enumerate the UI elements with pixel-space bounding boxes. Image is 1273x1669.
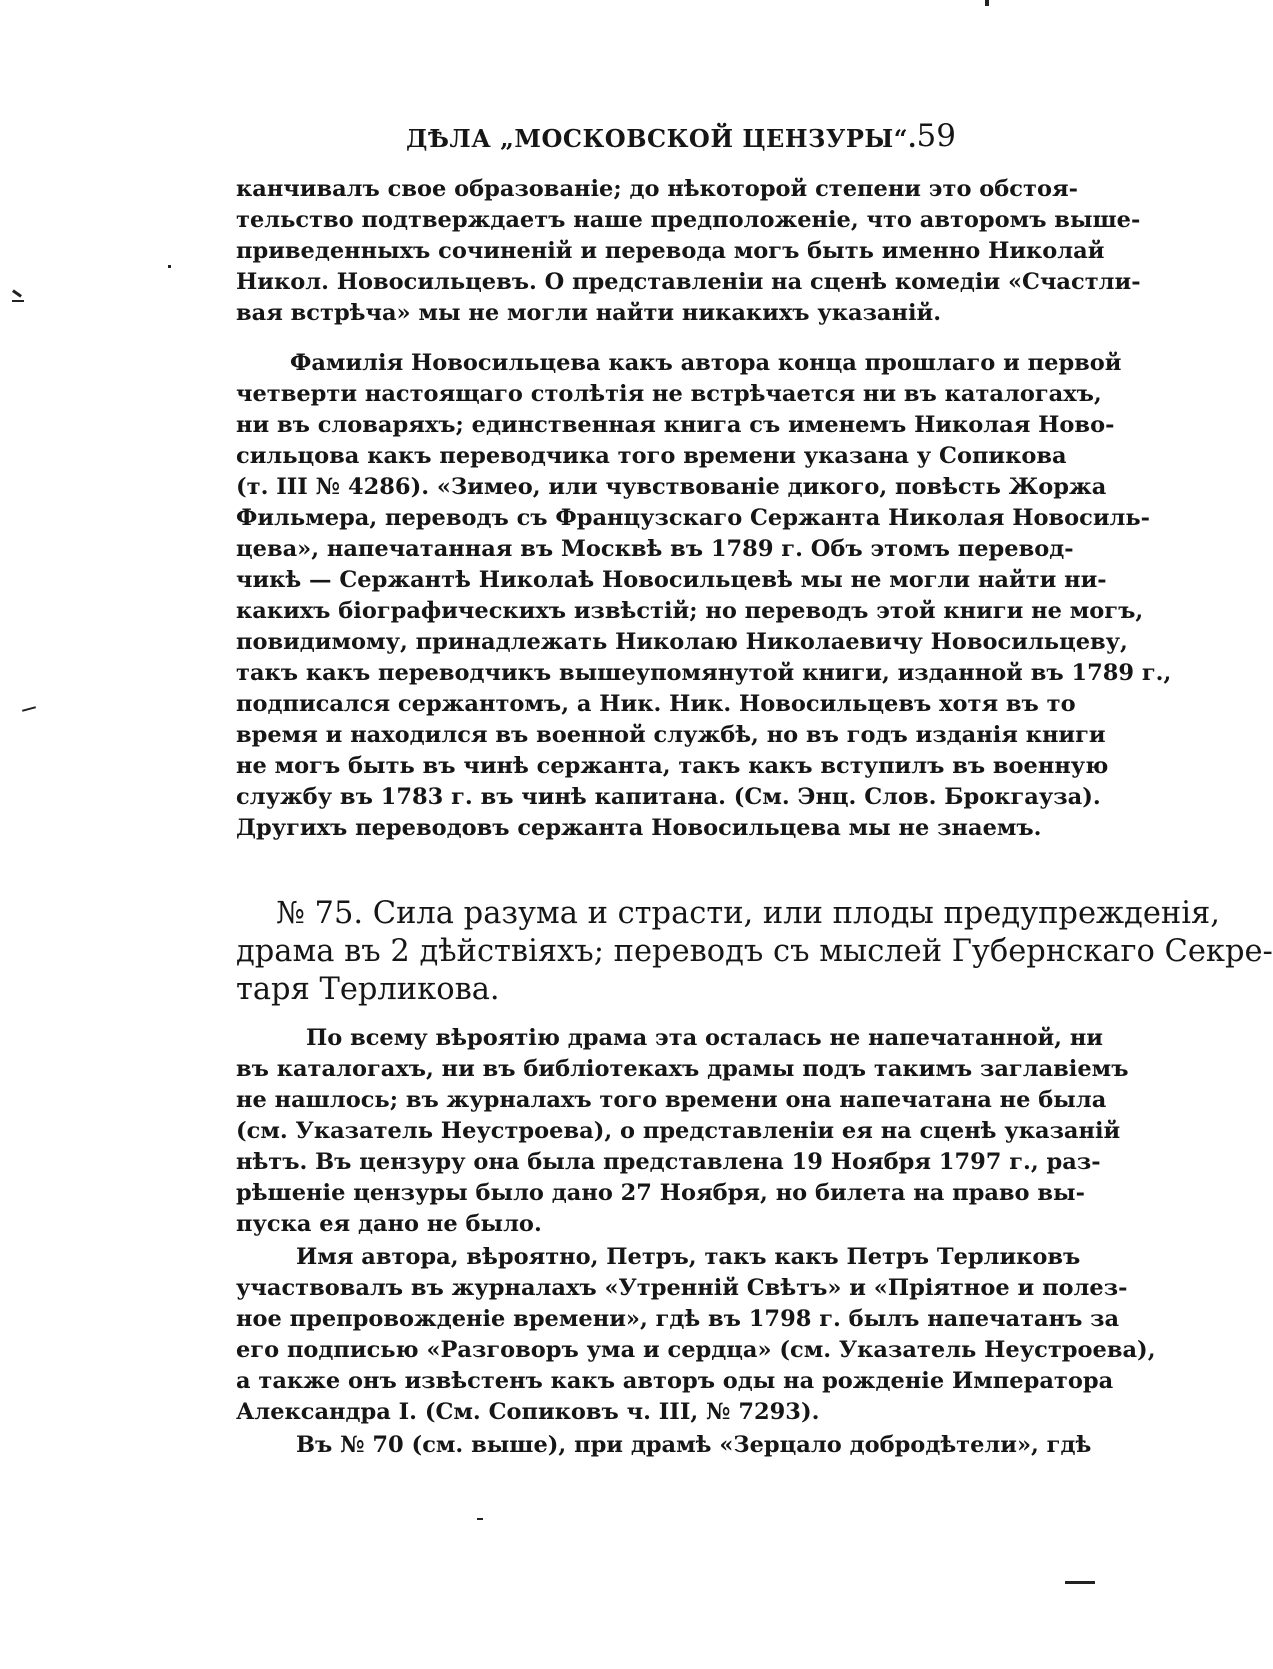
text-line: пуска ея дано не было. [236,1211,542,1237]
scan-mark [12,300,24,302]
text-line: а также онъ извѣстенъ какъ авторъ оды на рожденіе Императора [236,1368,1114,1394]
text-line: канчивалъ свое образованіе; до нѣкоторой степени это обстоя- [236,176,1078,202]
running-title: ДѢЛА „МОСКОВСКОЙ ЦЕНЗУРЫ“. [406,124,917,153]
scan-mark [12,289,22,297]
scan-mark [477,1518,483,1520]
text-line: Имя автора, вѣроятно, Петръ, такъ какъ Петръ Терликовъ [296,1244,1081,1270]
text-line: его подписью «Разговоръ ума и сердца» (см. Указатель Неустроева), [236,1337,1156,1363]
scan-mark [22,706,36,712]
text-line: не нашлось; въ журналахъ того времени она напечатана не была [236,1087,1107,1113]
text-line: въ каталогахъ, ни въ библіотекахъ драмы подъ такимъ заглавіемъ [236,1056,1129,1082]
text-line: Фамилія Новосильцева какъ автора конца прошлаго и первой [290,350,1122,376]
text-line: подписался сержантомъ, а Ник. Ник. Новосильцевъ хотя въ то [236,691,1076,717]
text-line: участвовалъ въ журналахъ «Утренній Свѣтъ» и «Пріятное и полез- [236,1275,1128,1301]
text-line: Въ № 70 (см. выше), при драмѣ «Зерцало добродѣтели», гдѣ [296,1432,1092,1458]
text-line: приведенныхъ сочиненій и перевода могъ быть именно Николай [236,238,1105,264]
text-line: таря Терликова. [236,972,500,1007]
text-line: По всему вѣроятію драма эта осталась не напечатанной, ни [306,1025,1103,1051]
text-line: такъ какъ переводчикъ вышеупомянутой книги, изданной въ 1789 г., [236,660,1172,686]
text-line: рѣшеніе цензуры было дано 27 Ноября, но билета на право вы- [236,1180,1085,1206]
text-line: (см. Указатель Неустроева), о представленіи ея на сценѣ указаній [236,1118,1121,1144]
text-line: Александра I. (См. Сопиковъ ч. III, № 7293). [236,1399,820,1425]
text-line: вая встрѣча» мы не могли найти никакихъ указаній. [236,300,942,326]
text-line: Другихъ переводовъ сержанта Новосильцева мы не знаемъ. [236,815,1042,841]
page-header [236,118,956,162]
text-line: Фильмера, переводъ съ Французскаго Сержанта Николая Новосиль- [236,505,1150,531]
text-line: ное препровожденіе времени», гдѣ въ 1798 г. былъ напечатанъ за [236,1306,1120,1332]
text-line: повидимому, принадлежать Николаю Николаевичу Новосильцеву, [236,629,1128,655]
text-line: время и находился въ военной службѣ, но въ годъ изданія книги [236,722,1106,748]
text-line: драма въ 2 дѣйствіяхъ; переводъ съ мыслей Губернскаго Секре- [236,934,1273,969]
scan-mark [168,265,171,268]
text-line: чикѣ — Сержантѣ Николаѣ Новосильцевѣ мы не могли найти ни- [236,567,1107,593]
text-line: тельство подтверждаетъ наше предположеніе, что авторомъ выше- [236,207,1141,233]
text-line: нѣтъ. Въ цензуру она была представлена 19 Ноября 1797 г., раз- [236,1149,1101,1175]
text-line: Никол. Новосильцевъ. О представленіи на сценѣ комедіи «Счастли- [236,269,1141,295]
text-line: сильцова какъ переводчика того времени указана у Сопикова [236,443,1067,469]
page-number: 59 [916,118,956,154]
text-line: четверти настоящаго столѣтія не встрѣчается ни въ каталогахъ, [236,381,1102,407]
text-line: ни въ словаряхъ; единственная книга съ именемъ Николая Ново- [236,412,1115,438]
text-line: № 75. Сила разума и страсти, или плоды предупрежденія, [276,896,1220,931]
text-line: какихъ біографическихъ извѣстій; но переводъ этой книги не могъ, [236,598,1144,624]
scan-mark [985,0,989,6]
text-line: (т. III № 4286). «Зимео, или чувствованіе дикого, повѣсть Жоржа [236,474,1107,500]
text-line: не могъ быть въ чинѣ сержанта, такъ какъ вступилъ въ военную [236,753,1109,779]
text-line: службу въ 1783 г. въ чинѣ капитана. (См. Энц. Слов. Брокгауза). [236,784,1101,810]
scan-mark [1065,1581,1095,1584]
text-line: цева», напечатанная въ Москвѣ въ 1789 г. Объ этомъ перевод- [236,536,1074,562]
